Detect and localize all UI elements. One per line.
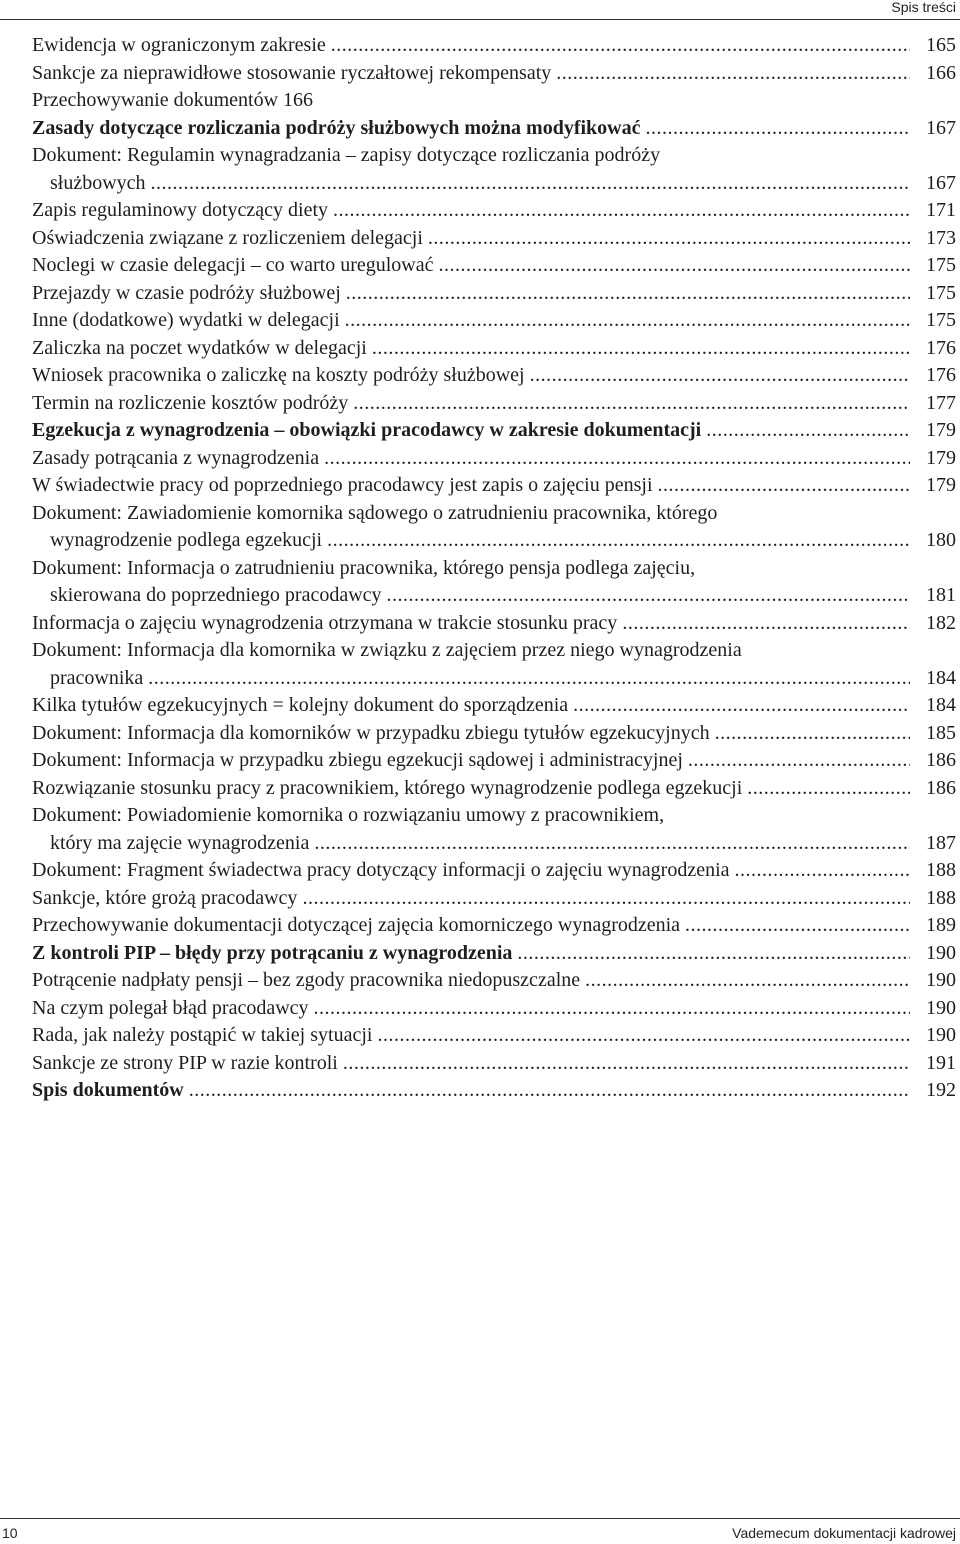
page-number: 10: [2, 1525, 18, 1541]
toc-entry-title: Ewidencja w ograniczonym zakresie: [32, 34, 326, 56]
dot-leader: [683, 747, 910, 775]
toc-entry-title: Dokument: Powiadomienie komornika o rozwiązaniu umowy z pracownikiem,: [32, 804, 665, 826]
toc-entry-page: 175: [926, 309, 956, 331]
toc-entry: [32, 252, 956, 280]
toc-entry-title: Zaliczka na poczet wydatków w delegacji: [32, 336, 367, 359]
dot-leader: [730, 857, 911, 885]
toc-entry: [32, 692, 956, 720]
toc-entry-page: 186: [926, 776, 956, 799]
toc-entry-title-continued: pracownika: [50, 666, 144, 689]
toc-entry-title: Dokument: Regulamin wynagradzania – zapisy dotyczące rozliczania podróży: [32, 144, 661, 166]
toc-entry: [32, 995, 956, 1023]
dot-leader: [423, 225, 910, 253]
toc-entry-page: 182: [926, 611, 956, 634]
dot-leader: [710, 720, 910, 748]
dot-leader: [326, 32, 910, 60]
header-rule: [0, 19, 960, 20]
toc-entry-title: Rada, jak należy postąpić w takiej sytuacji: [32, 1024, 373, 1046]
toc-entry: [32, 720, 956, 748]
dot-leader: [580, 967, 910, 995]
dot-leader: [309, 830, 910, 858]
toc-entry-page: 179: [926, 419, 956, 441]
toc-entry: [32, 940, 956, 968]
running-head: Spis treści: [891, 0, 956, 15]
toc-entry-page: 191: [926, 1051, 956, 1074]
toc-entry-page: 184: [926, 666, 956, 689]
dot-leader: [143, 665, 910, 693]
toc-entry-page: 176: [926, 364, 956, 386]
toc-entry-title: Spis dokumentów: [32, 1079, 184, 1101]
toc-entry: [32, 60, 956, 88]
toc-entry-page: 180: [926, 529, 956, 551]
toc-entry-page: 188: [926, 859, 956, 881]
toc-entry-title: Przechowywanie dokumentów 166: [32, 89, 314, 111]
toc-entry-title-continued: wynagrodzenie podlega egzekucji: [50, 529, 323, 551]
toc-entry-page: 185: [926, 721, 956, 744]
toc-entry-title: Dokument: Fragment świadectwa pracy dotyczący informacji o zajęciu wynagrodzenia: [32, 859, 730, 881]
toc-entry: [32, 307, 956, 335]
dot-leader: [641, 115, 911, 143]
toc-entry: [32, 967, 956, 995]
toc-entry-title: Wniosek pracownika o zaliczkę na koszty podróży służbowej: [32, 364, 525, 386]
toc-entry-title: Kilka tytułów egzekucyjnych = kolejny dokument do sporządzenia: [32, 694, 569, 716]
toc-entry-title: Sankcje ze strony PIP w razie kontroli: [32, 1051, 338, 1074]
toc-entry: [32, 775, 956, 803]
toc-entry-title: Zasady dotyczące rozliczania podróży służbowych można modyfikować: [32, 116, 641, 139]
toc-entry-page: 177: [926, 391, 956, 414]
dot-leader: [701, 417, 910, 445]
toc-entry-title: Egzekucja z wynagrodzenia – obowiązki pracodawcy w zakresie dokumentacji: [32, 419, 702, 441]
toc-entry: [32, 610, 956, 638]
toc-entry-page: 173: [926, 226, 956, 249]
toc-entry: [32, 885, 956, 913]
dot-leader: [525, 362, 910, 390]
toc-entry-page: 167: [926, 171, 956, 194]
toc-entry-page: 192: [926, 1079, 956, 1101]
toc-entry-page: 165: [926, 34, 956, 56]
toc-entry-title: Dokument: Informacja o zatrudnieniu pracownika, którego pensja podlega zajęciu,: [32, 556, 696, 579]
toc-entry-page: 181: [926, 584, 956, 606]
toc-entry: [32, 417, 956, 445]
dot-leader: [340, 307, 910, 335]
toc-entry-title: Noclegi w czasie delegacji – co warto uregulować: [32, 254, 434, 276]
toc-entry-page: 190: [926, 969, 956, 991]
dot-leader: [341, 280, 910, 308]
toc-entry: [32, 197, 956, 225]
toc-entry-title: Rozwiązanie stosunku pracy z pracownikiem, którego wynagrodzenie podlega egzekucji: [32, 776, 743, 799]
toc-entry-title: Przejazdy w czasie podróży służbowej: [32, 281, 341, 304]
toc-entry-page: 167: [926, 116, 956, 139]
toc-entry: [32, 32, 956, 60]
toc-entry-page: 171: [926, 199, 956, 221]
toc-entry-page: 176: [926, 336, 956, 359]
toc-entry: [32, 280, 956, 308]
dot-leader: [297, 885, 910, 913]
toc-entry-page: 190: [926, 996, 956, 1019]
toc-entry-page: 188: [926, 886, 956, 909]
toc-entry: [32, 912, 956, 940]
toc-entry: [32, 1022, 956, 1050]
dot-leader: [367, 335, 910, 363]
dot-leader: [551, 60, 910, 88]
toc-entry: [32, 362, 956, 390]
toc-entry-continuation: [32, 830, 956, 858]
page-footer: [0, 1518, 960, 1543]
dot-leader: [568, 692, 910, 720]
toc-entry-title: Informacja o zajęciu wynagrodzenia otrzymana w trakcie stosunku pracy: [32, 611, 618, 634]
toc-entry-page: 179: [926, 474, 956, 496]
toc-entry: [32, 472, 956, 500]
toc-entry: [32, 87, 956, 115]
toc-entry: [32, 225, 956, 253]
toc-entry-continuation: [32, 527, 956, 555]
toc-entry: [32, 1077, 956, 1105]
toc-entry-title: Sankcje za nieprawidłowe stosowanie ryczałtowej rekompensaty: [32, 61, 552, 84]
toc-entry-page: 187: [926, 831, 956, 854]
dot-leader: [184, 1077, 910, 1105]
dot-leader: [309, 995, 910, 1023]
dot-leader: [653, 472, 911, 500]
dot-leader: [372, 1022, 910, 1050]
toc-entry-page: 190: [926, 1024, 956, 1046]
toc-entry-page: 184: [926, 694, 956, 716]
toc-entry-title: Termin na rozliczenie kosztów podróży: [32, 391, 349, 414]
toc-entry-title: Zasady potrącania z wynagrodzenia: [32, 446, 320, 469]
book-title: Vademecum dokumentacji kadrowej: [732, 1525, 956, 1541]
toc-entry-title: Na czym polegał błąd pracodawcy: [32, 996, 309, 1019]
toc-entry: [32, 115, 956, 143]
toc-entry: [32, 802, 956, 830]
toc-entry-title-continued: służbowych: [50, 171, 146, 194]
toc-entry-page: 175: [926, 254, 956, 276]
toc-entry: [32, 747, 956, 775]
toc-entry-page: 186: [926, 749, 956, 771]
toc-entry-title-continued: który ma zajęcie wynagrodzenia: [50, 831, 310, 854]
dot-leader: [617, 610, 910, 638]
toc-entry-title: Z kontroli PIP – błędy przy potrącaniu z wynagrodzenia: [32, 941, 513, 964]
toc-entry-title: Zapis regulaminowy dotyczący diety: [32, 199, 329, 221]
dot-leader: [322, 527, 910, 555]
toc-entry-page: 179: [926, 446, 956, 469]
dot-leader: [680, 912, 910, 940]
toc-entry-title-continued: skierowana do poprzedniego pracodawcy: [50, 584, 382, 606]
dot-leader: [319, 445, 910, 473]
toc-entry-title: Dokument: Zawiadomienie komornika sądowego o zatrudnieniu pracownika, którego: [32, 501, 718, 524]
toc-entry: [32, 500, 956, 528]
toc-entry-title: W świadectwie pracy od poprzedniego pracodawcy jest zapis o zajęciu pensji: [32, 474, 653, 496]
toc-entry-title: Potrącenie nadpłaty pensji – bez zgody pracownika niedopuszczalne: [32, 969, 581, 991]
dot-leader: [512, 940, 910, 968]
dot-leader: [328, 197, 910, 225]
dot-leader: [433, 252, 910, 280]
toc-entry-title: Dokument: Informacja w przypadku zbiegu egzekucji sądowej i administracyjnej: [32, 749, 683, 771]
toc-entry-page: 190: [926, 941, 956, 964]
toc-entry: [32, 857, 956, 885]
toc-entry: [32, 390, 956, 418]
toc-entry: [32, 637, 956, 665]
toc-entry-continuation: [32, 665, 956, 693]
dot-leader: [742, 775, 910, 803]
toc-entry-title: Inne (dodatkowe) wydatki w delegacji: [32, 309, 340, 331]
toc-entry-page: 189: [926, 914, 956, 936]
toc-entry-page: 175: [926, 281, 956, 304]
toc-entry-continuation: [32, 582, 956, 610]
toc-entry-continuation: [32, 170, 956, 198]
toc-entry-title: Dokument: Informacja dla komorników w przypadku zbiegu tytułów egzekucyjnych: [32, 721, 710, 744]
toc-entry: [32, 142, 956, 170]
dot-leader: [348, 390, 910, 418]
toc-entry: [32, 335, 956, 363]
table-of-contents: [32, 32, 956, 1105]
dot-leader: [146, 170, 910, 198]
toc-entry-title: Oświadczenia związane z rozliczeniem delegacji: [32, 226, 423, 249]
dot-leader: [382, 582, 910, 610]
dot-leader: [338, 1050, 910, 1078]
toc-entry: [32, 445, 956, 473]
toc-entry: [32, 1050, 956, 1078]
toc-entry-title: Dokument: Informacja dla komornika w związku z zajęciem przez niego wynagrodzenia: [32, 639, 742, 661]
toc-entry-page: 166: [926, 61, 956, 84]
toc-entry: [32, 555, 956, 583]
toc-entry-title: Sankcje, które grożą pracodawcy: [32, 886, 298, 909]
toc-entry-title: Przechowywanie dokumentacji dotyczącej zajęcia komorniczego wynagrodzenia: [32, 914, 681, 936]
